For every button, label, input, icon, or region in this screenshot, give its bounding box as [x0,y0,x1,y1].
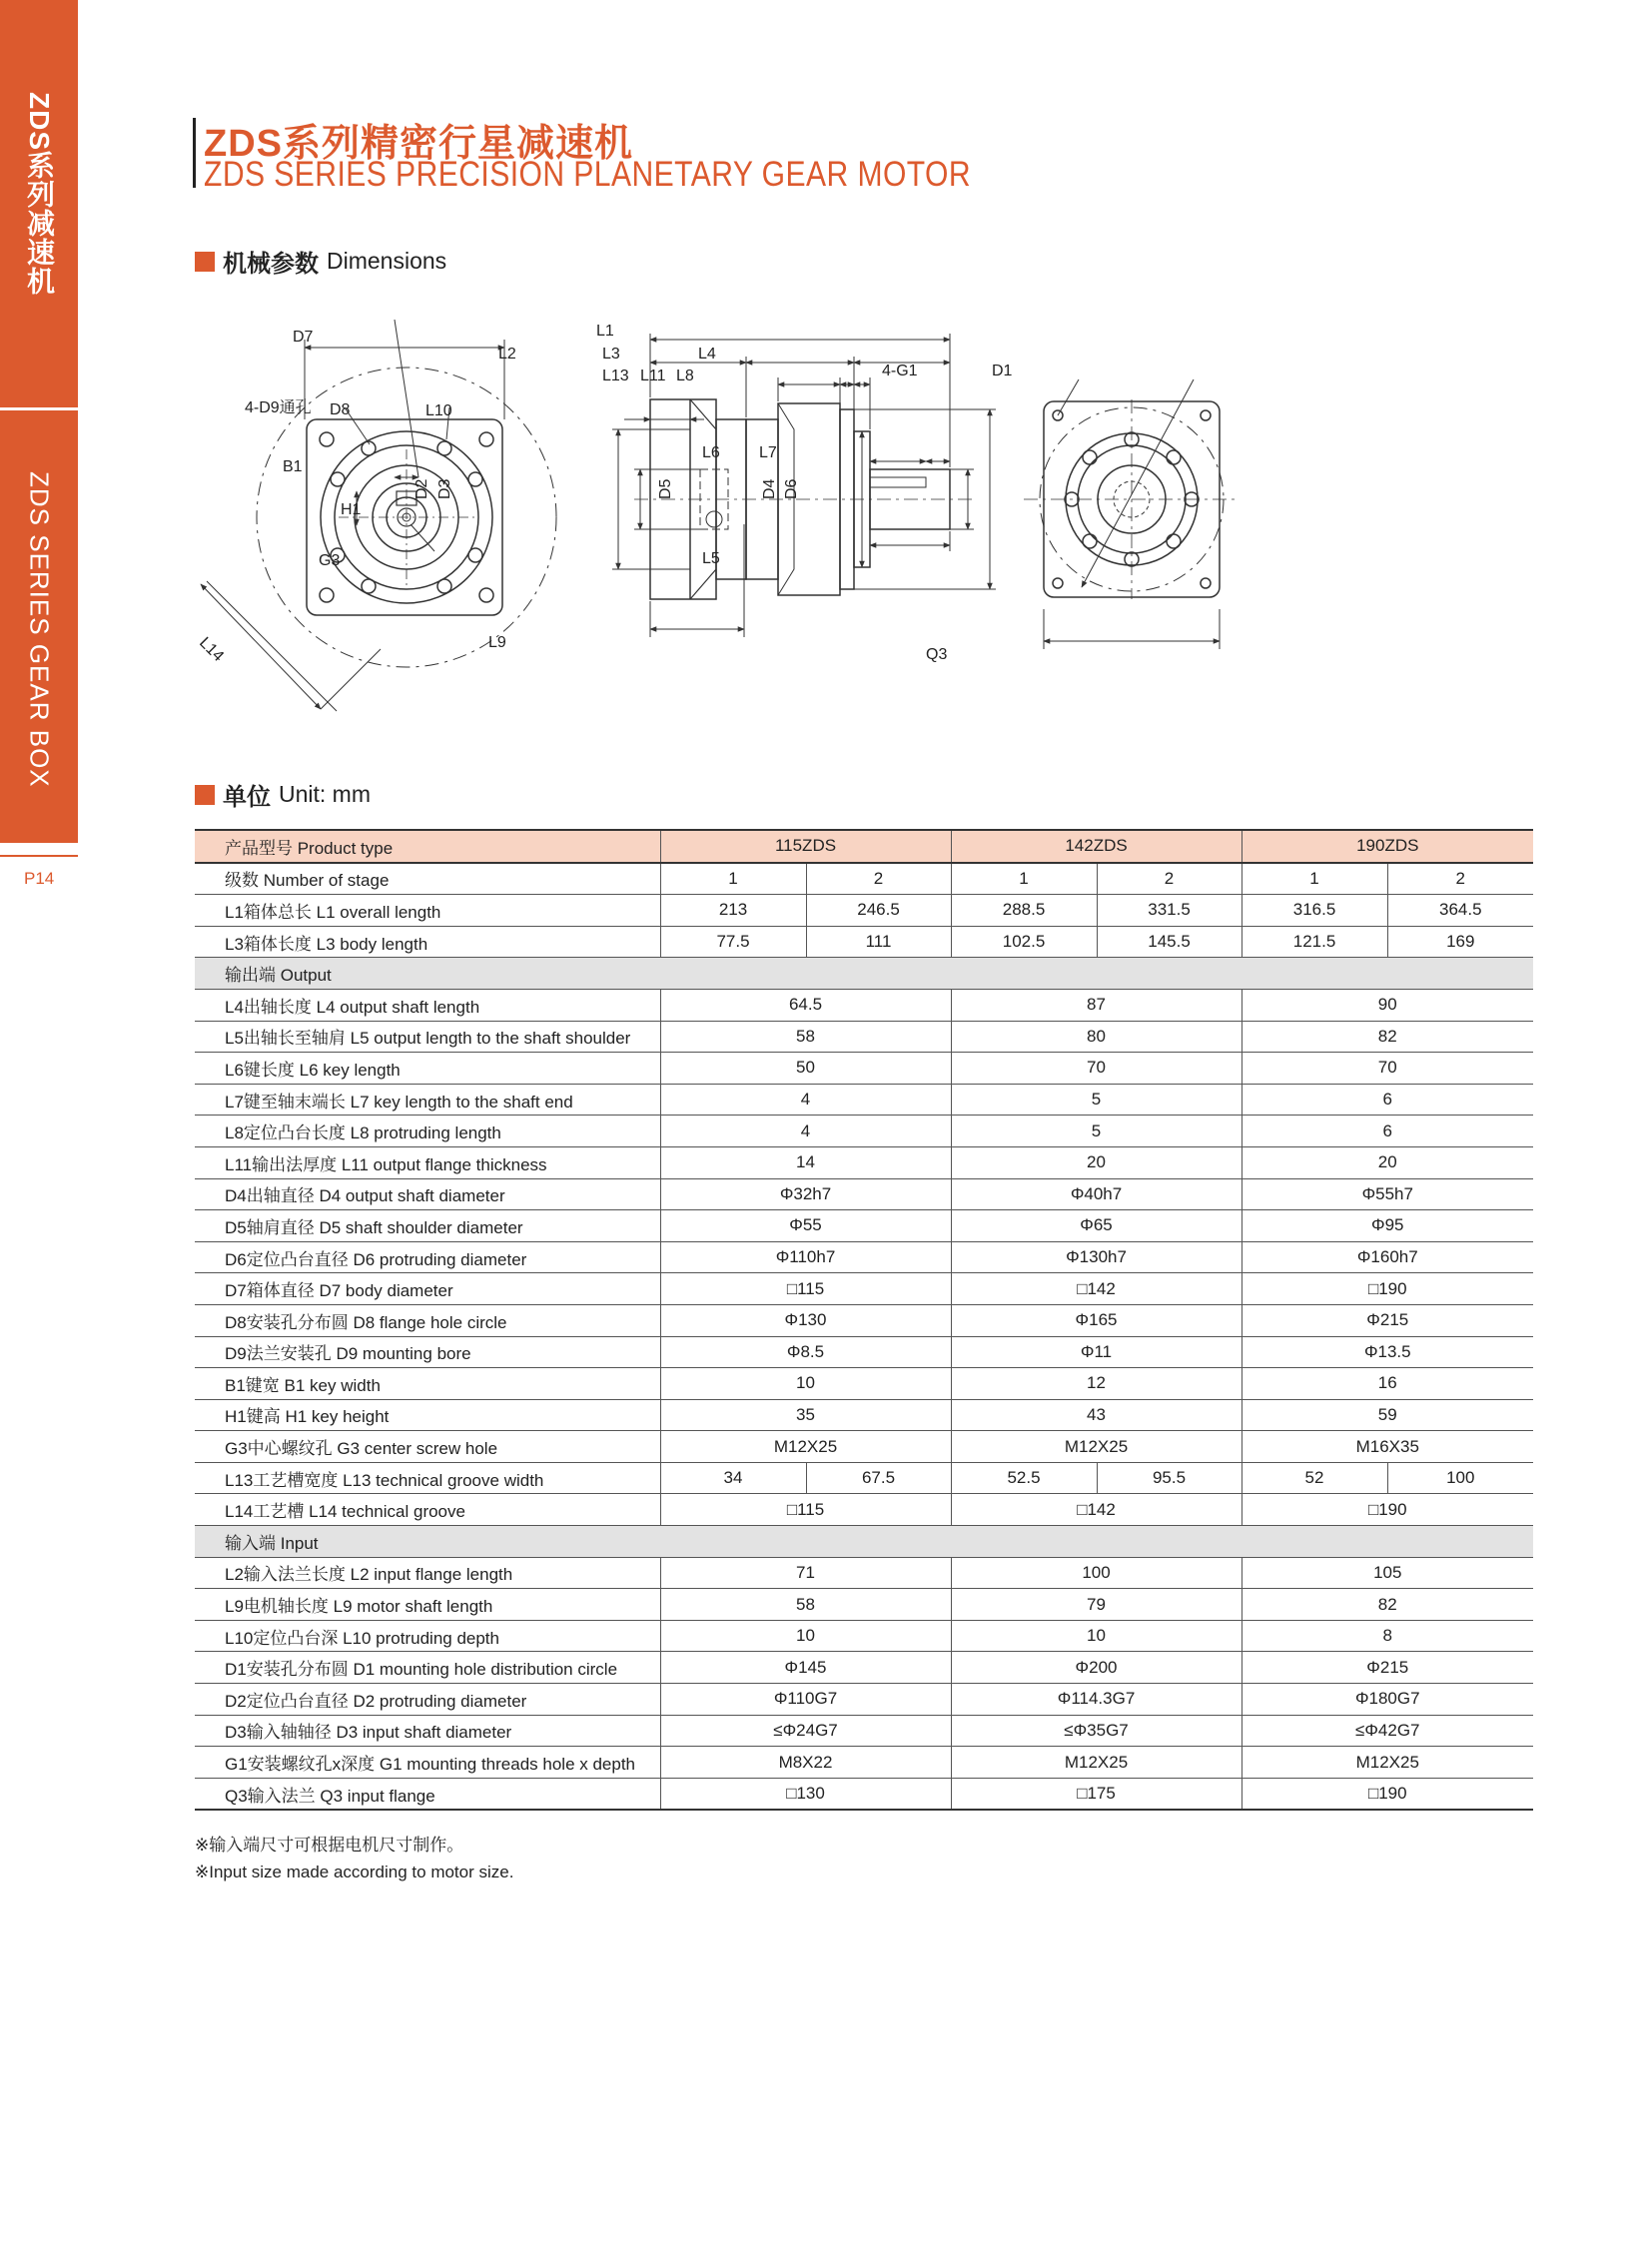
table-cell: Φ40h7 [951,1178,1241,1210]
row-label: H1键高 H1 key height [195,1399,660,1431]
table-cell: Φ200 [951,1652,1241,1684]
footnote-cn: ※输入端尺寸可根据电机尺寸制作。 [195,1836,464,1855]
table-cell: 169 [1387,926,1533,958]
table-cell: 95.5 [1097,1462,1241,1494]
input-flange-view [1024,379,1239,649]
dimensions-heading-en: Dimensions [327,248,447,274]
table-cell: 1 [1241,863,1387,895]
table-cell: 364.5 [1387,895,1533,927]
table-cell: 6 [1241,1084,1533,1116]
table-cell: 288.5 [951,895,1097,927]
table-cell: Φ114.3G7 [951,1684,1241,1716]
table-cell: Φ65 [951,1210,1241,1242]
row-label: L8定位凸台长度 L8 protruding length [195,1116,660,1147]
group-label: 输入端 Input [195,1526,1533,1558]
label-l5: L5 [702,550,720,567]
row-label: D5轴肩直径 D5 shaft shoulder diameter [195,1210,660,1242]
row-label: B1键宽 B1 key width [195,1368,660,1400]
header-product-type: 产品型号 Product type [195,830,660,863]
output-flange-view [201,320,556,711]
table-cell: 59 [1241,1399,1533,1431]
table-row [195,1652,1533,1684]
table-row [195,1399,1533,1431]
row-label: 级数 Number of stage [195,863,660,895]
dimensions-heading-cn: 机械参数 [223,251,319,278]
table-cell: □190 [1241,1273,1533,1305]
row-label: L10定位凸台深 L10 protruding depth [195,1620,660,1652]
footnote-en: ※Input size made according to motor size. [195,1863,514,1881]
square-bullet-icon [195,252,215,272]
table-cell: □115 [660,1494,951,1526]
row-label: L2输入法兰长度 L2 input flange length [195,1557,660,1589]
row-label: L11输出法厚度 L11 output flange thickness [195,1146,660,1178]
table-cell: □142 [951,1273,1241,1305]
footnotes [195,1832,513,1885]
table-cell: Φ11 [951,1336,1241,1368]
row-label: D1安装孔分布圆 D1 mounting hole distribution circle [195,1652,660,1684]
unit-heading-cn: 单位 [223,784,271,811]
table-cell: 52.5 [951,1462,1097,1494]
table-row [195,1747,1533,1779]
table-cell: 102.5 [951,926,1097,958]
table-row [195,1273,1533,1305]
table-cell: 331.5 [1097,895,1241,927]
table-cell: □190 [1241,1778,1533,1810]
row-label: L7键至轴末端长 L7 key length to the shaft end [195,1084,660,1116]
table-cell: 14 [660,1146,951,1178]
table-cell: □130 [660,1778,951,1810]
table-header-row [195,830,1533,863]
table-cell: 145.5 [1097,926,1241,958]
table-row [195,1462,1533,1494]
label-h1: H1 [341,501,362,518]
table-cell: 34 [660,1462,806,1494]
row-label: L6键长度 L6 key length [195,1053,660,1085]
header-model-115: 115ZDS [660,830,951,863]
table-row [195,1053,1533,1085]
page-number: P14 [24,869,55,888]
table-cell: M12X25 [951,1747,1241,1779]
table-cell: M12X25 [660,1431,951,1463]
table-cell: 2 [1387,863,1533,895]
label-d2: D2 [413,478,430,499]
table-cell: 70 [951,1053,1241,1085]
label-l10: L10 [425,402,452,419]
row-label: G3中心螺纹孔 G3 center screw hole [195,1431,660,1463]
row-label: L9电机轴长度 L9 motor shaft length [195,1589,660,1621]
row-label: L3箱体长度 L3 body length [195,926,660,958]
table-cell: 71 [660,1557,951,1589]
table-cell: 35 [660,1399,951,1431]
table-row [195,1431,1533,1463]
table-cell: 20 [1241,1146,1533,1178]
parameter-table [195,829,1533,1811]
parameter-table-body [195,830,1533,1810]
table-cell: Φ55 [660,1210,951,1242]
table-cell: 2 [806,863,951,895]
table-cell: 58 [660,1021,951,1053]
label-d3: D3 [436,478,453,499]
label-l7: L7 [759,444,777,461]
table-cell: Φ32h7 [660,1178,951,1210]
table-cell: 1 [951,863,1097,895]
table-cell: 52 [1241,1462,1387,1494]
row-label: G1安装螺纹孔x深度 G1 mounting threads hole x depth [195,1747,660,1779]
page-title-cn: ZDS系列精密行星减速机 [204,123,634,165]
table-cell: 12 [951,1368,1241,1400]
row-label: D8安装孔分布圆 D8 flange hole circle [195,1304,660,1336]
table-cell: ≤Φ24G7 [660,1715,951,1747]
label-g1: 4-G1 [882,363,918,379]
table-cell: Φ215 [1241,1652,1533,1684]
row-label: L4出轴长度 L4 output shaft length [195,989,660,1021]
label-q3: Q3 [926,646,948,663]
table-row [195,1241,1533,1273]
row-label: D7箱体直径 D7 body diameter [195,1273,660,1305]
label-d6: D6 [783,478,800,499]
table-cell: 246.5 [806,895,951,927]
label-d7: D7 [293,329,314,346]
table-cell: 79 [951,1589,1241,1621]
table-row [195,1178,1533,1210]
table-cell: 10 [951,1620,1241,1652]
table-row [195,1684,1533,1716]
dimensions-heading [195,244,446,279]
table-cell: 1 [660,863,806,895]
unit-heading [195,777,371,812]
table-row [195,1146,1533,1178]
label-l11: L11 [640,368,666,384]
table-cell: □190 [1241,1494,1533,1526]
sidebar-series-en: ZDS SERIES GEAR BOX [24,471,55,788]
table-cell: 82 [1241,1021,1533,1053]
table-cell: 121.5 [1241,926,1387,958]
table-cell: 8 [1241,1620,1533,1652]
unit-heading-en: Unit: mm [279,781,371,807]
row-label: D2定位凸台直径 D2 protruding diameter [195,1684,660,1716]
table-row [195,926,1533,958]
table-cell: 5 [951,1116,1241,1147]
table-row [195,1084,1533,1116]
table-cell: □175 [951,1778,1241,1810]
table-cell: 87 [951,989,1241,1021]
group-label: 输出端 Output [195,958,1533,990]
table-cell: 20 [951,1146,1241,1178]
table-cell: 64.5 [660,989,951,1021]
table-cell: 58 [660,1589,951,1621]
table-cell: 10 [660,1620,951,1652]
table-cell: ≤Φ35G7 [951,1715,1241,1747]
table-cell: Φ130h7 [951,1241,1241,1273]
table-cell: 43 [951,1399,1241,1431]
table-cell: 111 [806,926,951,958]
table-cell: 82 [1241,1589,1533,1621]
table-cell: Φ130 [660,1304,951,1336]
table-cell: 4 [660,1084,951,1116]
table-row [195,989,1533,1021]
header-model-142: 142ZDS [951,830,1241,863]
table-cell: M12X25 [951,1431,1241,1463]
row-label: L14工艺槽 L14 technical groove [195,1494,660,1526]
label-g3: G3 [319,552,341,569]
label-d5: D5 [657,478,674,499]
table-row [195,1557,1533,1589]
table-cell: 67.5 [806,1462,951,1494]
table-cell: ≤Φ42G7 [1241,1715,1533,1747]
row-label: L1箱体总长 L1 overall length [195,895,660,927]
row-label: Q3输入法兰 Q3 input flange [195,1778,660,1810]
label-d4: D4 [761,478,778,499]
table-cell: Φ160h7 [1241,1241,1533,1273]
row-label: L13工艺槽宽度 L13 technical groove width [195,1462,660,1494]
table-cell: □115 [660,1273,951,1305]
label-l1: L1 [596,323,614,340]
label-l8: L8 [676,368,694,384]
table-cell: Φ165 [951,1304,1241,1336]
header-model-190: 190ZDS [1241,830,1533,863]
table-cell: Φ110G7 [660,1684,951,1716]
table-cell: 70 [1241,1053,1533,1085]
sidebar-divider [0,407,78,410]
table-row [195,1116,1533,1147]
table-cell: 100 [1387,1462,1533,1494]
table-cell: 100 [951,1557,1241,1589]
table-cell: 80 [951,1021,1241,1053]
table-cell: 2 [1097,863,1241,895]
label-d9: 4-D9通孔 [245,399,312,416]
table-cell: 50 [660,1053,951,1085]
table-group-row [195,1526,1533,1558]
table-cell: Φ55h7 [1241,1178,1533,1210]
table-row [195,1589,1533,1621]
label-l3: L3 [602,346,620,363]
dimension-drawing [195,320,1533,739]
row-label: D4出轴直径 D4 output shaft diameter [195,1178,660,1210]
page-title-en: ZDS SERIES PRECISION PLANETARY GEAR MOTOR [204,155,972,194]
label-l9: L9 [488,634,506,651]
table-row [195,1715,1533,1747]
table-row [195,863,1533,895]
row-label: D9法兰安装孔 D9 mounting bore [195,1336,660,1368]
row-label: D3输入轴轴径 D3 input shaft diameter [195,1715,660,1747]
table-cell: M12X25 [1241,1747,1533,1779]
table-cell: 16 [1241,1368,1533,1400]
table-cell: Φ13.5 [1241,1336,1533,1368]
label-l6: L6 [702,444,720,461]
table-cell: Φ215 [1241,1304,1533,1336]
table-cell: Φ180G7 [1241,1684,1533,1716]
sidebar-series-cn: ZDS系列减速机 [24,92,55,296]
table-cell: Φ95 [1241,1210,1533,1242]
sidebar-band [0,0,78,843]
label-l13: L13 [602,368,629,384]
table-cell: 316.5 [1241,895,1387,927]
table-group-row [195,958,1533,990]
label-l2: L2 [498,346,516,363]
label-d8: D8 [330,401,351,418]
table-cell: Φ145 [660,1652,951,1684]
table-row [195,1778,1533,1810]
square-bullet-icon [195,785,215,805]
table-cell: M8X22 [660,1747,951,1779]
label-l14: L14 [196,634,227,666]
row-label: L5出轴长至轴肩 L5 output length to the shaft shoulder [195,1021,660,1053]
table-cell: 90 [1241,989,1533,1021]
row-label: D6定位凸台直径 D6 protruding diameter [195,1241,660,1273]
table-row [195,1304,1533,1336]
table-row [195,1210,1533,1242]
label-l4: L4 [698,346,716,363]
table-cell: 77.5 [660,926,806,958]
table-cell: □142 [951,1494,1241,1526]
table-cell: 5 [951,1084,1241,1116]
table-row [195,1021,1533,1053]
label-b1: B1 [283,458,303,475]
table-cell: 6 [1241,1116,1533,1147]
table-row [195,1368,1533,1400]
table-row [195,1494,1533,1526]
table-row [195,1620,1533,1652]
table-cell: Φ8.5 [660,1336,951,1368]
table-cell: M16X35 [1241,1431,1533,1463]
table-cell: 4 [660,1116,951,1147]
table-cell: Φ110h7 [660,1241,951,1273]
label-d1: D1 [992,363,1013,379]
title-bar [193,118,196,188]
table-row [195,1336,1533,1368]
table-cell: 213 [660,895,806,927]
table-cell: 105 [1241,1557,1533,1589]
table-cell: 10 [660,1368,951,1400]
table-row [195,895,1533,927]
page-number-rule [0,855,78,857]
